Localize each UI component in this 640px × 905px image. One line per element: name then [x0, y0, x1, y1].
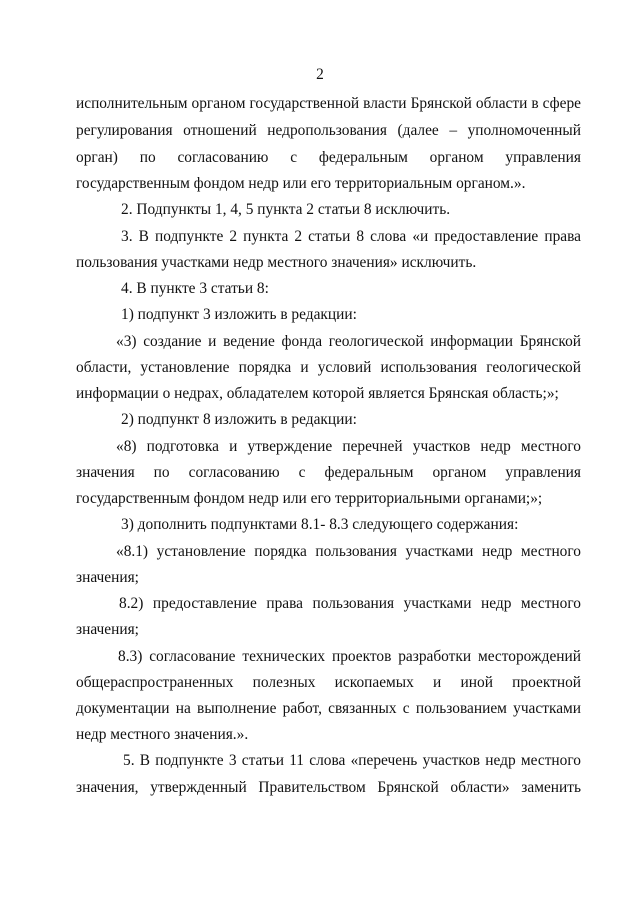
text-line: 8.3) согласование технических проектов разработки месторождений: [118, 648, 581, 665]
text-line: области, установление порядка и условий использования геологической: [76, 359, 581, 376]
text-line: значения по согласованию с федеральным органом управления: [76, 464, 581, 481]
text-line: 1) подпункт 3 изложить в редакции:: [121, 306, 357, 323]
page-number: 2: [316, 66, 324, 83]
text-line: 5. В подпункте 3 статьи 11 слова «перечень участков недр местного: [123, 752, 581, 769]
text-line: общераспространенных полезных ископаемых и иной проектной: [76, 674, 581, 691]
text-line: 8.2) предоставление права пользования участками недр местного: [119, 595, 581, 612]
text-line: 3. В подпункте 2 пункта 2 статьи 8 слова «и предоставление права: [121, 228, 581, 245]
text-line: исполнительным органом государственной власти Брянской области в сфере: [76, 95, 581, 112]
text-line: пользования участками недр местного значения» исключить.: [76, 254, 477, 271]
text-line: информации о недрах, обладателем которой является Брянская область;»;: [76, 385, 559, 402]
text-line: 4. В пункте 3 статьи 8:: [121, 280, 269, 297]
text-line: значения;: [76, 569, 139, 586]
text-line: 2) подпункт 8 изложить в редакции:: [121, 411, 357, 428]
text-line: 2. Подпункты 1, 4, 5 пункта 2 статьи 8 исключить.: [121, 201, 451, 218]
text-line: документации на выполнение работ, связанных с пользованием участками: [76, 700, 581, 717]
text-line: значения, утвержденный Правительством Брянской области» заменить: [76, 779, 581, 796]
text-line: регулирования отношений недропользования (далее – уполномоченный: [76, 122, 581, 139]
text-line: значения;: [76, 621, 139, 638]
text-line: недр местного значения.».: [76, 726, 249, 743]
text-line: государственным фондом недр или его территориальным органом.».: [76, 175, 526, 192]
text-line: орган) по согласованию с федеральным органом управления: [76, 149, 581, 166]
text-line: «8) подготовка и утверждение перечней участков недр местного: [116, 438, 581, 455]
text-line: 3) дополнить подпунктами 8.1- 8.3 следующего содержания:: [121, 516, 519, 533]
text-line: государственным фондом недр или его территориальными органами;»;: [76, 490, 543, 507]
text-line: «8.1) установление порядка пользования участками недр местного: [116, 543, 581, 560]
text-line: «3) создание и ведение фонда геологической информации Брянской: [116, 333, 581, 350]
